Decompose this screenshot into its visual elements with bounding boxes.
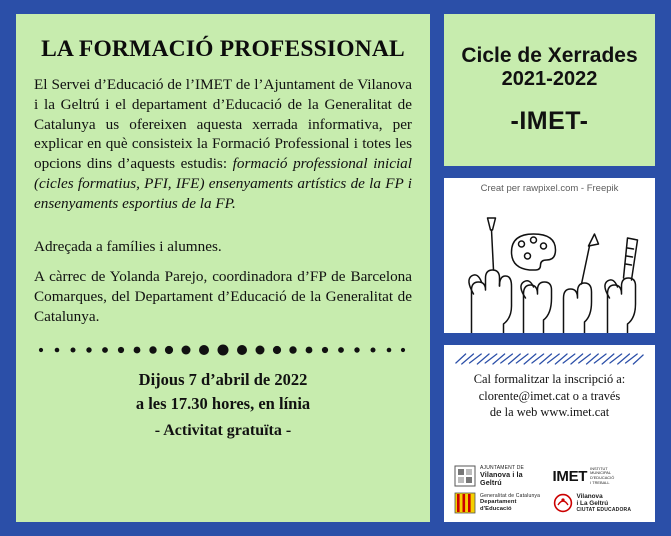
imet-sub-text (590, 467, 614, 487)
series-title-line2: 2021-2022 (501, 68, 598, 91)
imet-sub-2: MUNICIPAL (590, 470, 612, 476)
dot-divider-graphic (37, 342, 409, 358)
vilanova-ciutat-educadora-logo (553, 493, 646, 514)
logo-strip (452, 465, 647, 516)
vilanova-line-1: Vilanova (576, 492, 603, 500)
event-free-badge: - Activitat gratuïta - (154, 422, 292, 440)
ajuntament-shield-icon (454, 465, 476, 487)
registration-line-1: Cal formalitzar la inscripció a: (473, 372, 626, 386)
series-title-panel (444, 14, 655, 166)
vilanova-ciutat-text (577, 493, 632, 514)
imet-sub-4: I TREBALL (590, 480, 610, 486)
generalitat-catalunya-logo (454, 492, 547, 514)
intro-paragraph-text: El Servei d’Educació de l’IMET de l’Ajuntament de Vilanova i la Geltrú i el departament d’Educació de la Generalitat de Catalunya us ofereixen aquesta xerrada informativa, per explicar en què consisteix la Formació Professional i totes les opcions dins d’aquests estudis: (34, 76, 412, 172)
scribble-divider-icon (452, 351, 647, 367)
audience-paragraph: Adreçada a famílies i alumnes. (34, 238, 222, 256)
registration-panel (444, 345, 655, 522)
intro-paragraph-italic: formació professional inicial (cicles formatius, PFI, IFE) ensenyaments artístics de la FP i ensenyaments esportius de la FP. (34, 155, 412, 212)
imet-sub-1: INSTITUT (590, 465, 608, 471)
registration-instructions (452, 371, 647, 421)
vilanova-line-3: CIUTAT EDUCADORA (576, 507, 632, 514)
generalitat-line-1: Generalitat de Catalunya (480, 493, 541, 500)
series-organizer: -IMET- (510, 107, 589, 136)
illustration-panel (444, 178, 655, 333)
right-column (444, 14, 655, 522)
dot-divider (34, 342, 412, 358)
registration-web-line[interactable]: de la web www.imet.cat (489, 405, 610, 420)
imet-logo (553, 467, 646, 487)
hands-tools-illustration (444, 194, 655, 333)
ajuntament-line-1: AJUNTAMENT DE (480, 464, 525, 471)
imet-sub-3: D'EDUCACIÓ (590, 475, 615, 481)
vilanova-line-2: i La Geltrú (576, 500, 609, 507)
generalitat-text (480, 493, 540, 513)
vilanova-emblem-icon (553, 493, 573, 513)
ajuntament-line-2: Vilanova i la Geltrú (480, 469, 523, 488)
page-title: LA FORMACIÓ PROFESSIONAL (41, 36, 405, 62)
event-time: a les 17.30 hores, en línia (135, 394, 311, 414)
generalitat-line-3: d'Educació (480, 506, 512, 512)
event-details (34, 368, 412, 442)
event-date: Dijous 7 d’abril de 2022 (138, 370, 308, 390)
registration-email-line[interactable]: clorente@imet.cat o a través (478, 388, 621, 403)
ajuntament-vilanova-text (480, 465, 547, 488)
imet-wordmark: IMET (552, 467, 588, 485)
ajuntament-vilanova-logo (454, 465, 547, 488)
image-credit: Creat per rawpixel.com - Freepik (480, 183, 619, 194)
main-content-panel (16, 14, 430, 522)
series-title-line1: Cicle de Xerrades (461, 43, 638, 67)
intro-paragraph (34, 75, 412, 213)
speaker-paragraph: A càrrec de Yolanda Parejo, coordinadora d’FP de Barcelona Comarques, del Departament d’Educació de la Generalitat de Catalunya. (34, 268, 412, 325)
generalitat-line-2: Departament (480, 499, 517, 506)
generalitat-senyera-icon (454, 492, 476, 514)
